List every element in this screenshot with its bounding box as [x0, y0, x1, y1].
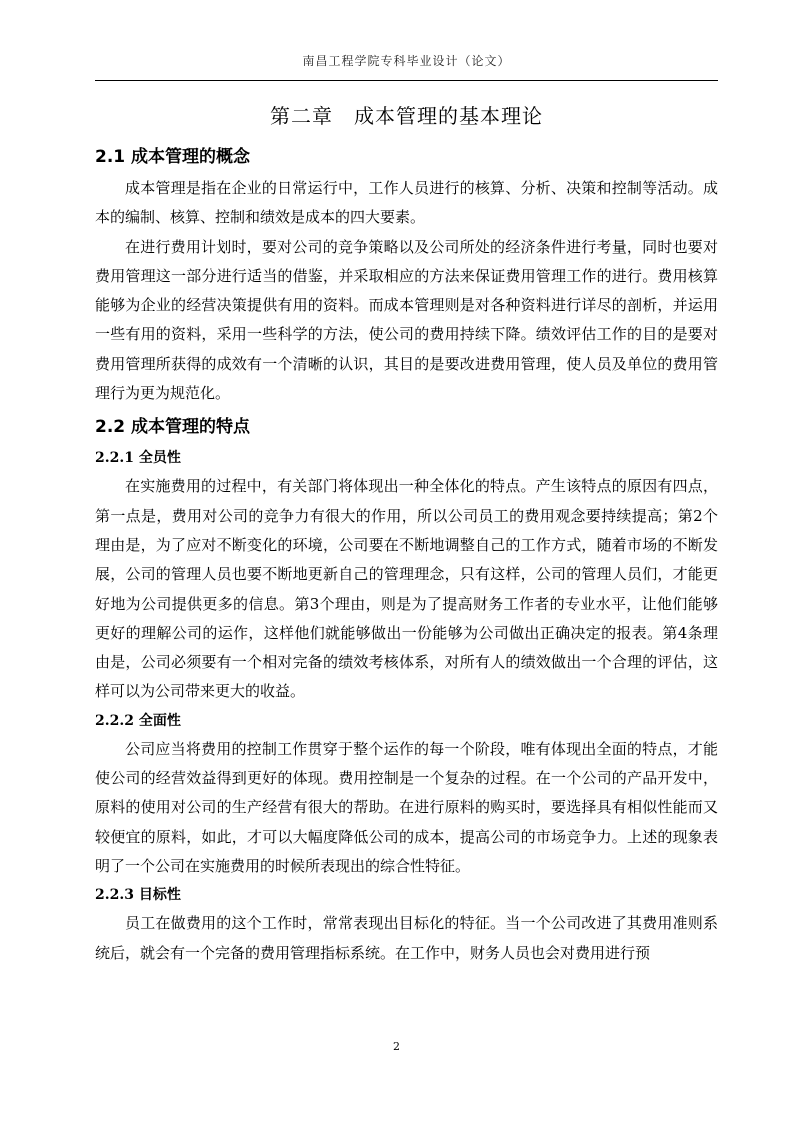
page-content: [95, 100, 718, 968]
section-title-2-2: 2.2 成本管理的特点: [95, 417, 251, 438]
subsection-title-2-2-1: 2.2.1 全员性: [95, 450, 181, 467]
subsection-title-2-2-3: 2.2.3 目标性: [95, 887, 181, 904]
paragraph-2-2-1: 在实施费用的过程中，有关部门将体现出一种全体化的特点。产生该特点的原因有四点，第一点是，费用对公司的竞争力有很大的作用，所以公司员工的费用观念要持续提高；第2个理由是，为了应对不断变化的环境，公司要在不断地调整自己的工作方式，随着市场的不断发展，公司的管理人员也要不断地更新自己的管理理念，只有这样，公司的管理人员们，才能更好地为公司提供更多的信息。第3个理由，则是为了提高财务工作者的专业水平，让他们能够更好的理解公司的运作，这样他们就能够做出一份能够为公司做出正确决定的报表。第4条理由是，公司必须要有一个相对完备的绩效考核体系，对所有人的绩效做出一个合理的评估，这样可以为公司带来更大的收益。: [95, 477, 718, 701]
paragraph-2-2-3: 员工在做费用的这个工作时，常常表现出目标化的特征。当一个公司改进了其费用准则系统后，就会有一个完备的费用管理指标系统。在工作中，财务人员也会对费用进行预: [95, 914, 718, 962]
paragraph-2-2-2: 公司应当将费用的控制工作贯穿于整个运作的每一个阶段，唯有体现出全面的特点，才能使公司的经营效益得到更好的体现。费用控制是一个复杂的过程。在一个公司的产品开发中，原料的使用对公司的生产经营有很大的帮助。在进行原料的购买时，要选择具有相似性能而又较便宜的原料，如此，才可以大幅度降低公司的成本，提高公司的市场竞争力。上述的现象表明了一个公司在实施费用的时候所表现出的综合性特征。: [95, 739, 718, 875]
page-number: 2: [393, 1040, 400, 1053]
chapter-title: 第二章 成本管理的基本理论: [270, 104, 543, 128]
running-header: 南昌工程学院专科毕业设计（论文）: [302, 54, 511, 68]
header-rule: [95, 80, 718, 81]
section-title-2-1: 2.1 成本管理的概念: [95, 147, 251, 167]
paragraph-2-1-a: 成本管理是指在企业的日常运行中，工作人员进行的核算、分析、决策和控制等活动。成本的编制、核算、控制和绩效是成本的四大要素。: [95, 179, 718, 227]
paragraph-2-1-b: 在进行费用计划时，要对公司的竞争策略以及公司所处的经济条件进行考量，同时也要对费用管理这一部分进行适当的借鉴，并采取相应的方法来保证费用管理工作的进行。费用核算能够为企业的经营决策提供有用的资料。而成本管理则是对各种资料进行详尽的剖析，并运用一些有用的资料，采用一些科学的方法，使公司的费用持续下降。绩效评估工作的目的是要对费用管理所获得的成效有一个清晰的认识，其目的是要改进费用管理，使人员及单位的费用管理行为更为规范化。: [95, 237, 718, 403]
subsection-title-2-2-2: 2.2.2 全面性: [95, 712, 181, 729]
